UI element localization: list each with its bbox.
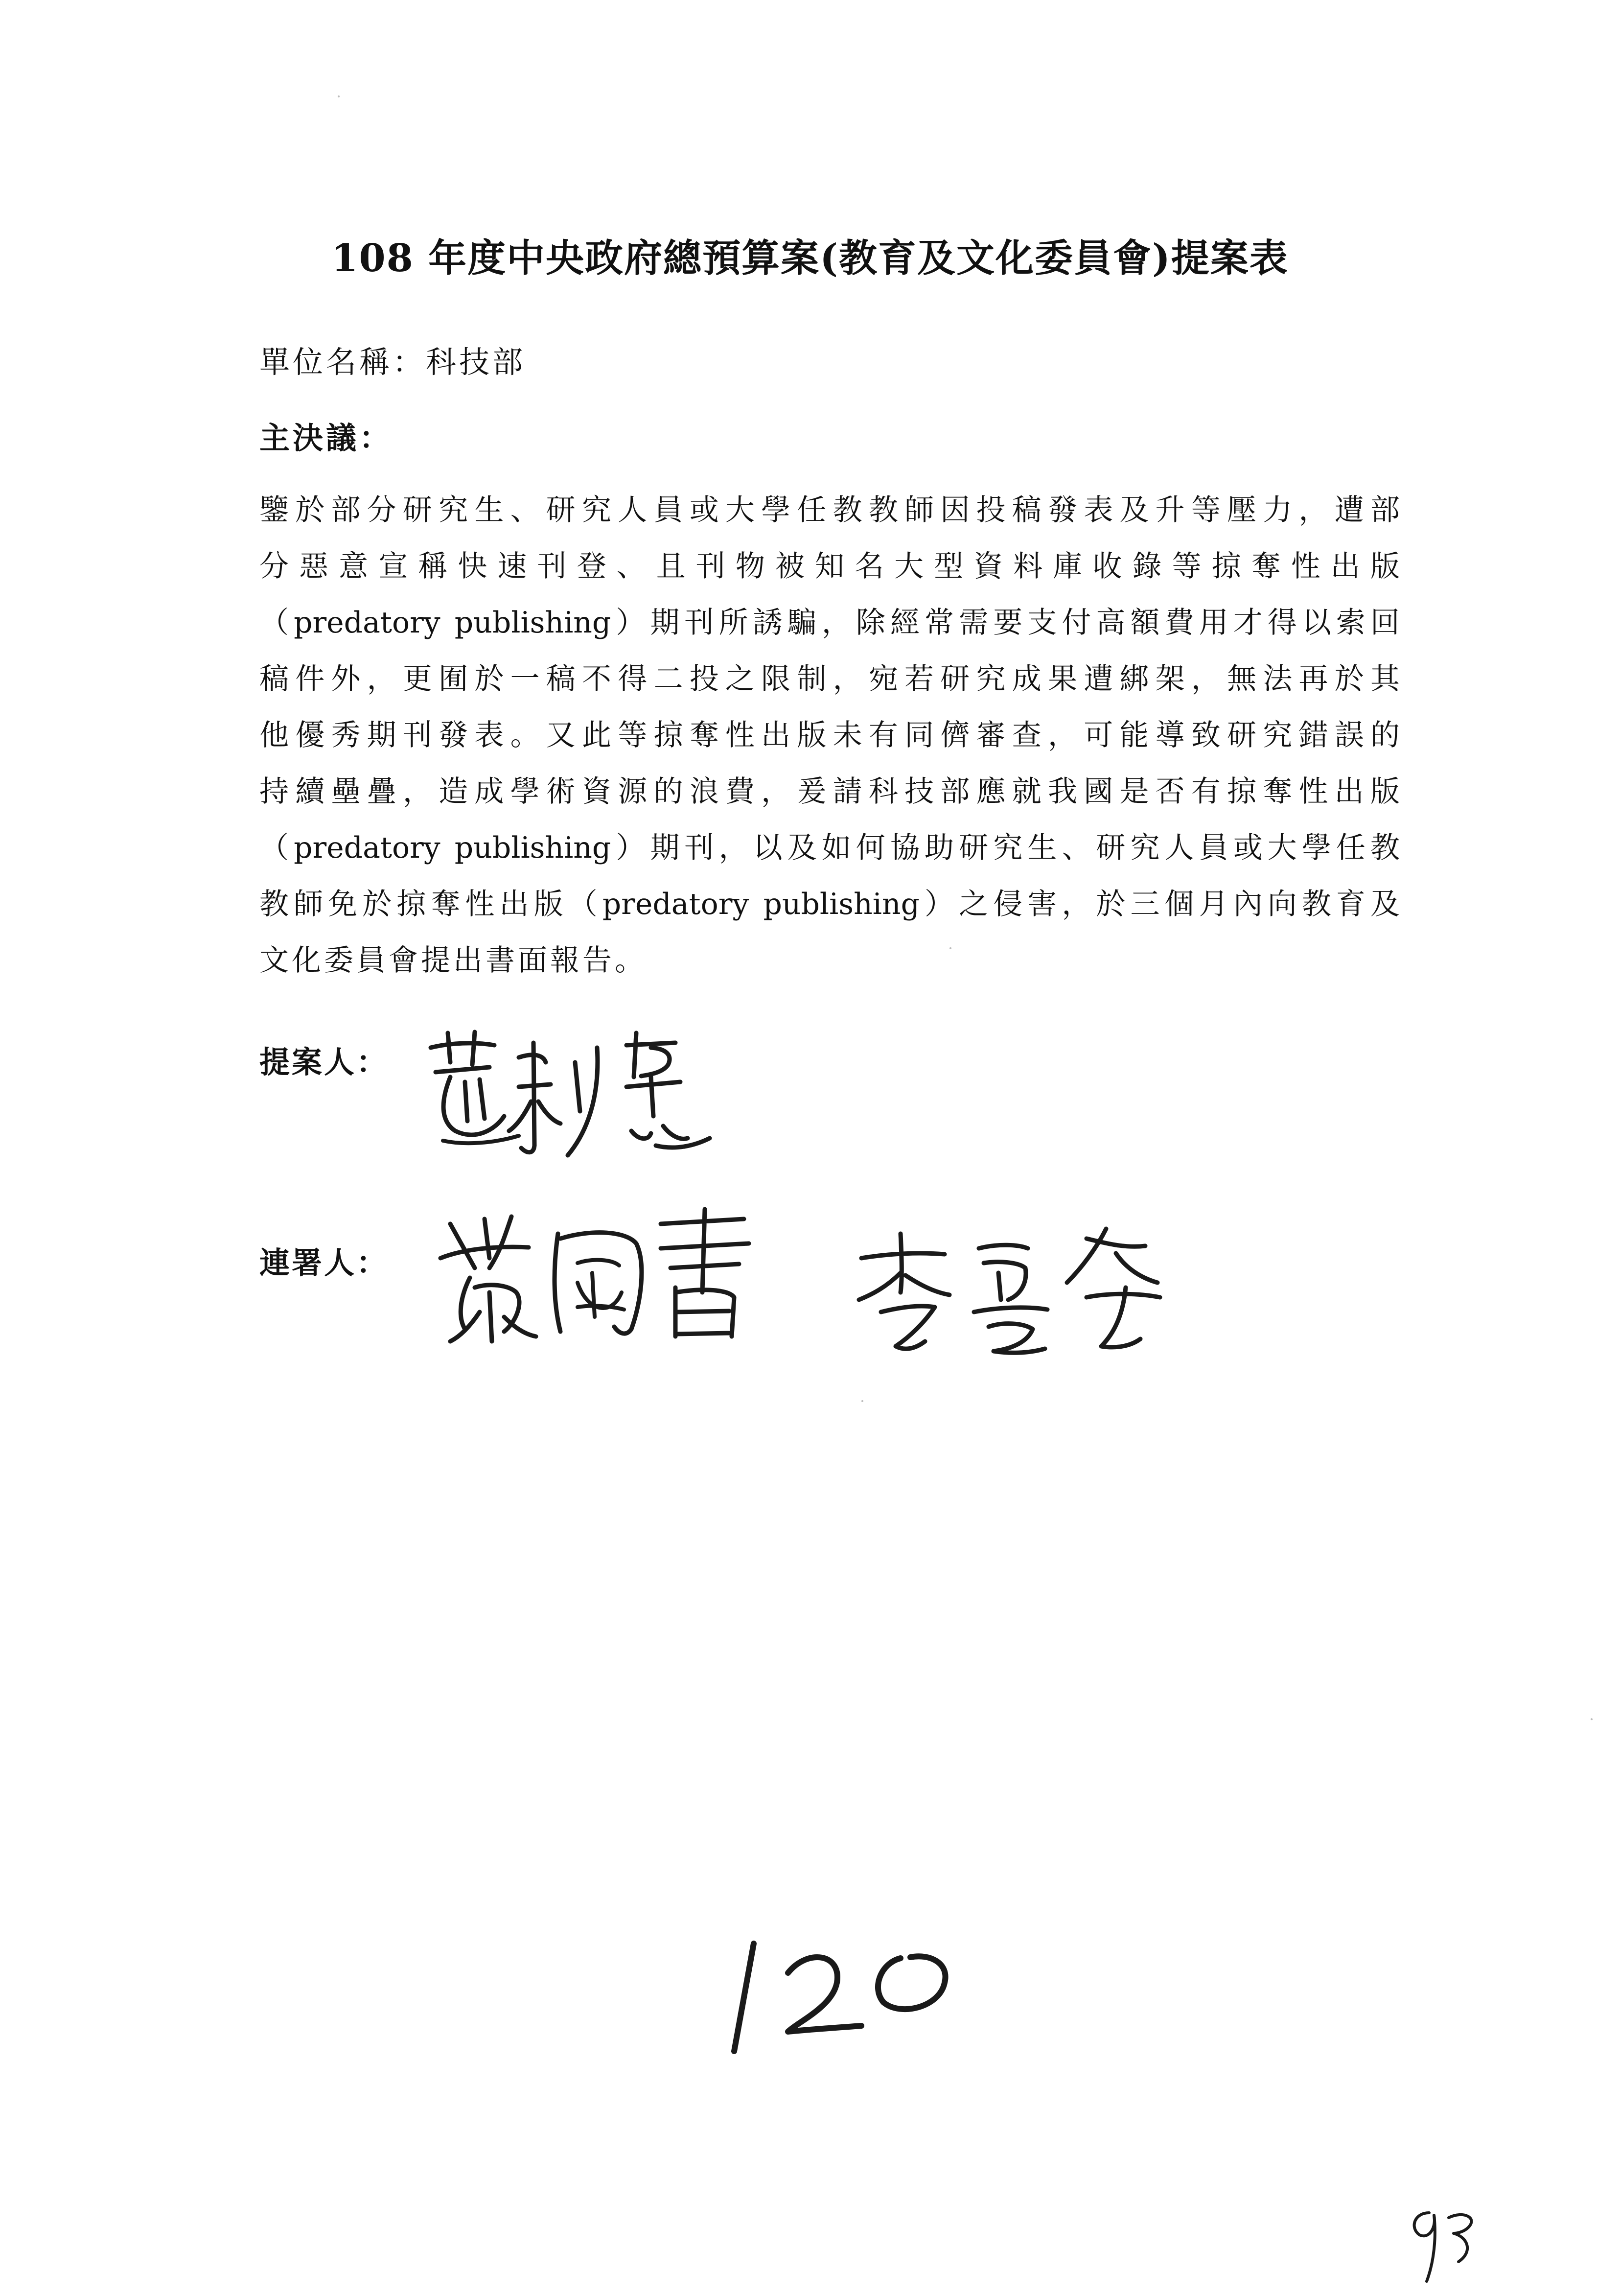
resolution-body (259, 482, 1400, 989)
resolution-line: 持續壘疊，造成學術資源的浪費，爰請科技部應就我國是否有掠奪性出版 (259, 774, 1400, 809)
scan-speck (1591, 1718, 1593, 1720)
unit-name-value: 科技部 (426, 344, 526, 380)
handwritten-number (715, 1924, 969, 2071)
document-title: 108 年度中央政府總預算案(教育及文化委員會)提案表 (331, 236, 1289, 281)
cosigner-signature-2 (852, 1214, 1175, 1361)
scan-speck (861, 1400, 863, 1402)
proposer-label: 提案人： (259, 1044, 389, 1080)
resolution-line: 文化委員會提出書面報告。 (259, 943, 647, 978)
cosigner-signature-1 (431, 1195, 812, 1356)
resolution-line: （predatory publishing）期刊所誘騙，除經常需要支付高額費用才得以索回 (259, 606, 1400, 640)
resolution-line: （predatory publishing）期刊，以及如何協助研究生、研究人員或大學任教 (259, 831, 1400, 865)
cosigners-label: 連署人： (259, 1245, 389, 1281)
resolution-line: 他優秀期刊發表。又此等掠奪性出版未有同儕審查，可能導致研究錯誤的 (259, 718, 1400, 752)
proposer-signature (421, 1018, 724, 1165)
resolution-line: 分惡意宣稱快速刊登、且刊物被知名大型資料庫收錄等掠奪性出版 (259, 549, 1400, 584)
handwritten-page-mark (1400, 2198, 1488, 2296)
resolution-line: 教師免於掠奪性出版（predatory publishing）之侵害，於三個月內向教育及 (259, 887, 1400, 921)
scan-speck (949, 947, 951, 949)
resolution-line: 稿件外，更囿於一稿不得二投之限制，宛若研究成果遭綁架，無法再於其 (259, 662, 1400, 696)
unit-name-line (259, 338, 526, 381)
resolution-heading: 主決議： (259, 420, 393, 456)
scan-speck (338, 95, 340, 97)
resolution-line: 鑒於部分研究生、研究人員或大學任教教師因投稿發表及升等壓力，遭部 (259, 493, 1400, 527)
unit-name-label: 單位名稱： (259, 344, 426, 380)
